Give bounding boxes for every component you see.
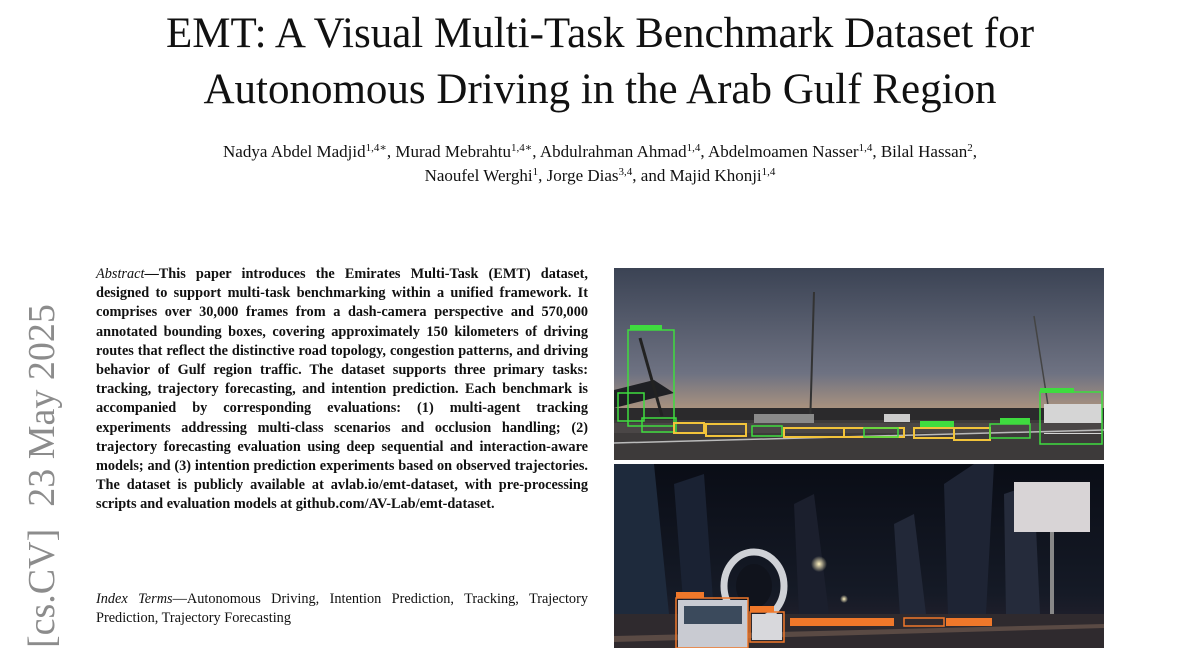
index-terms-heading: Index Terms bbox=[96, 591, 173, 607]
abstract-dash: — bbox=[144, 266, 159, 282]
dusk-highway-panel bbox=[614, 268, 1104, 460]
author: Majid Khonji$^{1,4}$ bbox=[669, 166, 776, 185]
index-terms-text: Autonomous Driving, Intention Prediction, Tracking, Trajectory Prediction, Trajectory Forecasting bbox=[96, 591, 588, 627]
paper-title bbox=[0, 6, 1200, 118]
author: Jorge Dias$^{3,4}$, and bbox=[546, 166, 670, 185]
author: Murad Mebrahtu$^{1,4∗}$, bbox=[395, 142, 540, 161]
author: Nadya Abdel Madjid$^{1,4∗}$, bbox=[223, 142, 396, 161]
abstract-heading: Abstract bbox=[96, 266, 145, 282]
teaser-figure bbox=[614, 268, 1104, 648]
abstract bbox=[96, 265, 588, 515]
dusk-highway-image bbox=[614, 268, 1104, 460]
author-list bbox=[60, 140, 1140, 188]
index-terms-dash: — bbox=[172, 591, 187, 607]
title-line-2: Autonomous Driving in the Arab Gulf Region bbox=[203, 66, 997, 113]
arxiv-category: [cs.CV] bbox=[21, 528, 63, 648]
author: Abdelmoamen Nasser$^{1,4}$, bbox=[707, 142, 881, 161]
title-line-1: EMT: A Visual Multi-Task Benchmark Dataset for bbox=[165, 10, 1035, 57]
night-city-image bbox=[614, 464, 1104, 648]
index-terms bbox=[96, 590, 588, 628]
author: Abdulrahman Ahmad$^{1,4}$, bbox=[539, 142, 708, 161]
night-city-panel bbox=[614, 464, 1104, 648]
arxiv-sidebar-stamp bbox=[12, 288, 72, 648]
abstract-text: This paper introduces the Emirates Multi-Task (EMT) dataset, designed to support multi-task benchmarking within a unified framework. It comprises over 30,000 frames from a dash-camera perspective and 570,000 annotated bounding boxes, covering approximately 150 kilometers of driving routes that reflect the distinctive road topology, congestion patterns, and driving behavior of Gulf region traffic. The dataset supports three primary tasks: tracking, trajectory forecasting, and intention prediction. Each benchmark is accompanied by corresponding evaluations: (1) multi-agent tracking experiments addressing multi-class scenarios and occlusion handling; (2) trajectory forecasting evaluation using deep sequential and interaction-aware models; and (3) intention prediction experiments based on observed trajectories. The dataset is publicly available at avlab.io/emt-dataset, with pre-processing scripts and evaluation models at github.com/AV-Lab/emt-dataset. bbox=[96, 266, 588, 513]
arxiv-date: 23 May 2025 bbox=[21, 304, 63, 507]
author: Bilal Hassan$^2$, bbox=[880, 142, 977, 161]
author: Naoufel Werghi$^1$, bbox=[424, 166, 547, 185]
